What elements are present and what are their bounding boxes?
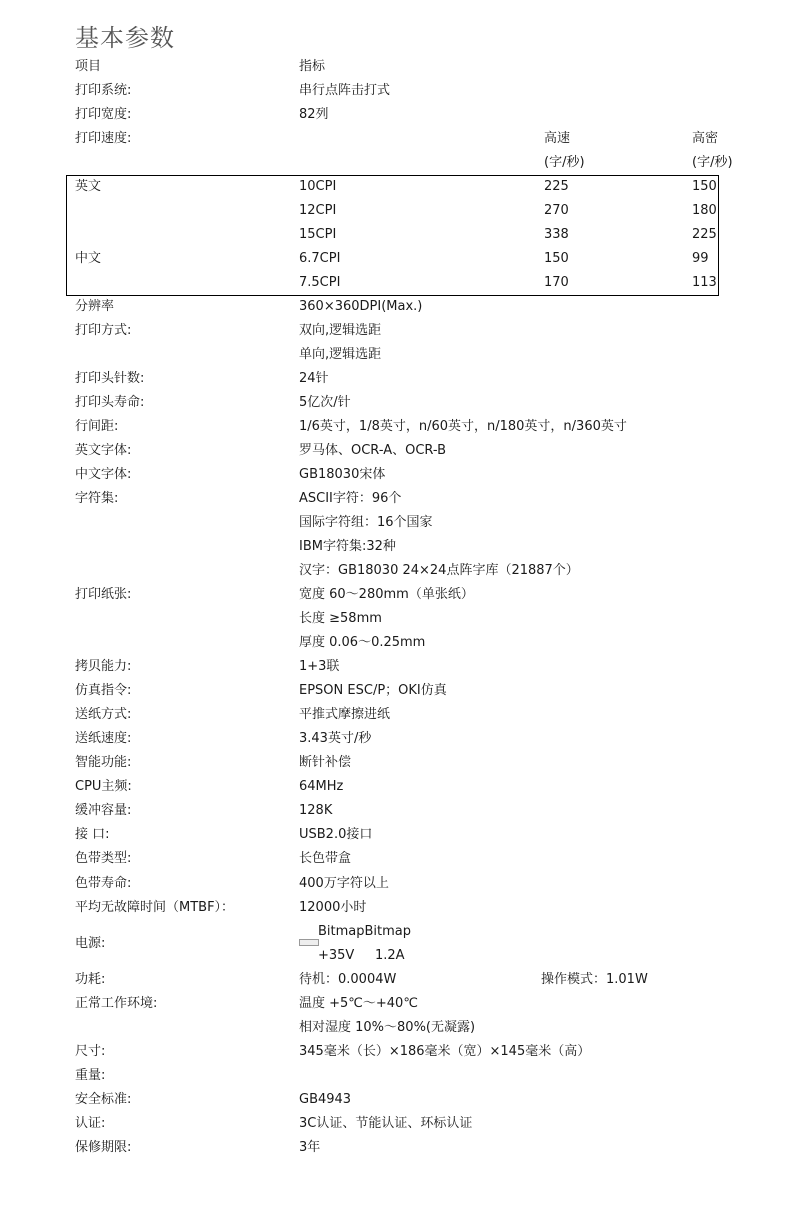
print-speed-label: 打印速度: [75, 131, 132, 146]
cpu-label: CPU主频: [75, 779, 132, 794]
high-density-unit: (字/秒) [692, 155, 733, 170]
copy-value: 1+3联 [299, 659, 340, 674]
feed-speed-value: 3.43英寸/秒 [299, 731, 372, 746]
high-speed-unit: (字/秒) [544, 155, 585, 170]
line-spacing-value: 1/6英寸，1/8英寸，n/60英寸，n/180英寸，n/360英寸 [299, 419, 627, 434]
paper-label: 打印纸张: [75, 587, 132, 602]
charset-value: 汉字：GB18030 24×24点阵字库（21887个） [299, 563, 579, 578]
speed-font: 15CPI [299, 227, 337, 242]
english-font-value: 罗马体、OCR-A、OCR-B [299, 443, 447, 458]
environment-label: 正常工作环境: [75, 996, 158, 1011]
ribbon-life-label: 色带寿命: [75, 876, 132, 891]
high-density-header: 高密 [692, 131, 719, 146]
high-speed-header: 高速 [544, 131, 571, 146]
paper-value: 厚度 0.06～0.25mm [299, 635, 426, 650]
speed-font: 12CPI [299, 203, 337, 218]
charset-label: 字符集: [75, 491, 119, 506]
interface-label: 接 口: [75, 827, 110, 842]
power-value: +35V 1.2A [318, 948, 405, 963]
copy-label: 拷贝能力: [75, 659, 132, 674]
size-value: 345毫米（长）×186毫米（宽）×145毫米（高） [299, 1044, 591, 1059]
weight-label: 重量: [75, 1068, 106, 1083]
chinese-label: 中文 [75, 251, 102, 266]
consumption-standby: 待机：0.0004W [299, 972, 397, 987]
smart-value: 断针补偿 [299, 755, 352, 770]
speed-high-speed: 170 [544, 275, 569, 290]
header-item: 项目 [75, 59, 102, 74]
ribbon-life-value: 400万字符以上 [299, 876, 389, 891]
chinese-font-value: GB18030宋体 [299, 467, 386, 482]
speed-high-density: 180 [692, 203, 717, 218]
page-title: 基本参数 [75, 24, 175, 52]
ribbon-type-value: 长色带盒 [299, 851, 352, 866]
mtbf-value: 12000小时 [299, 900, 367, 915]
head-life-label: 打印头寿命: [75, 395, 145, 410]
speed-table-box [66, 175, 719, 296]
consumption-label: 功耗: [75, 972, 106, 987]
speed-high-speed: 150 [544, 251, 569, 266]
feed-speed-label: 送纸速度: [75, 731, 132, 746]
safety-label: 安全标准: [75, 1092, 132, 1107]
charset-value: IBM字符集:32种 [299, 539, 396, 554]
consumption-operating: 操作模式：1.01W [541, 972, 648, 987]
safety-value: GB4943 [299, 1092, 352, 1107]
print-mode-label: 打印方式: [75, 323, 132, 338]
interface-value: USB2.0接口 [299, 827, 373, 842]
broken-image-icon [299, 939, 319, 946]
environment-value: 相对湿度 10%～80%(无凝露) [299, 1020, 476, 1035]
pins-label: 打印头针数: [75, 371, 145, 386]
paper-value: 长度 ≥58mm [299, 611, 382, 626]
warranty-value: 3年 [299, 1140, 321, 1155]
speed-high-speed: 270 [544, 203, 569, 218]
chinese-font-label: 中文字体: [75, 467, 132, 482]
speed-high-speed: 338 [544, 227, 569, 242]
feed-mode-value: 平推式摩擦进纸 [299, 707, 391, 722]
print-width-label: 打印宽度: [75, 107, 132, 122]
speed-font: 10CPI [299, 179, 337, 194]
paper-value: 宽度 60～280mm（单张纸） [299, 587, 474, 602]
cpu-value: 64MHz [299, 779, 344, 794]
certification-label: 认证: [75, 1116, 106, 1131]
speed-high-density: 113 [692, 275, 717, 290]
print-mode-value: 双向,逻辑选距 [299, 323, 382, 338]
resolution-value: 360×360DPI(Max.) [299, 299, 423, 314]
warranty-label: 保修期限: [75, 1140, 132, 1155]
print-mode-value: 单向,逻辑选距 [299, 347, 382, 362]
environment-value: 温度 +5℃～+40℃ [299, 996, 418, 1011]
charset-value: ASCII字符：96个 [299, 491, 402, 506]
print-system-value: 串行点阵击打式 [299, 83, 391, 98]
speed-high-density: 99 [692, 251, 709, 266]
speed-high-density: 225 [692, 227, 717, 242]
buffer-label: 缓冲容量: [75, 803, 132, 818]
size-label: 尺寸: [75, 1044, 106, 1059]
print-width-value: 82列 [299, 107, 329, 122]
power-bitmap-text: BitmapBitmap [318, 924, 412, 939]
english-font-label: 英文字体: [75, 443, 132, 458]
pins-value: 24针 [299, 371, 329, 386]
english-label: 英文 [75, 179, 102, 194]
speed-font: 7.5CPI [299, 275, 341, 290]
power-label: 电源: [75, 936, 106, 951]
emulation-label: 仿真指令: [75, 683, 132, 698]
print-system-label: 打印系统: [75, 83, 132, 98]
resolution-label: 分辨率 [75, 299, 115, 314]
buffer-value: 128K [299, 803, 333, 818]
mtbf-label: 平均无故障时间（MTBF）： [75, 900, 235, 915]
feed-mode-label: 送纸方式: [75, 707, 132, 722]
certification-value: 3C认证、节能认证、环标认证 [299, 1116, 473, 1131]
speed-font: 6.7CPI [299, 251, 341, 266]
header-spec: 指标 [299, 59, 326, 74]
emulation-value: EPSON ESC/P；OKI仿真 [299, 683, 447, 698]
charset-value: 国际字符组：16个国家 [299, 515, 433, 530]
speed-high-speed: 225 [544, 179, 569, 194]
head-life-value: 5亿次/针 [299, 395, 351, 410]
line-spacing-label: 行间距: [75, 419, 119, 434]
speed-high-density: 150 [692, 179, 717, 194]
smart-label: 智能功能: [75, 755, 132, 770]
ribbon-type-label: 色带类型: [75, 851, 132, 866]
